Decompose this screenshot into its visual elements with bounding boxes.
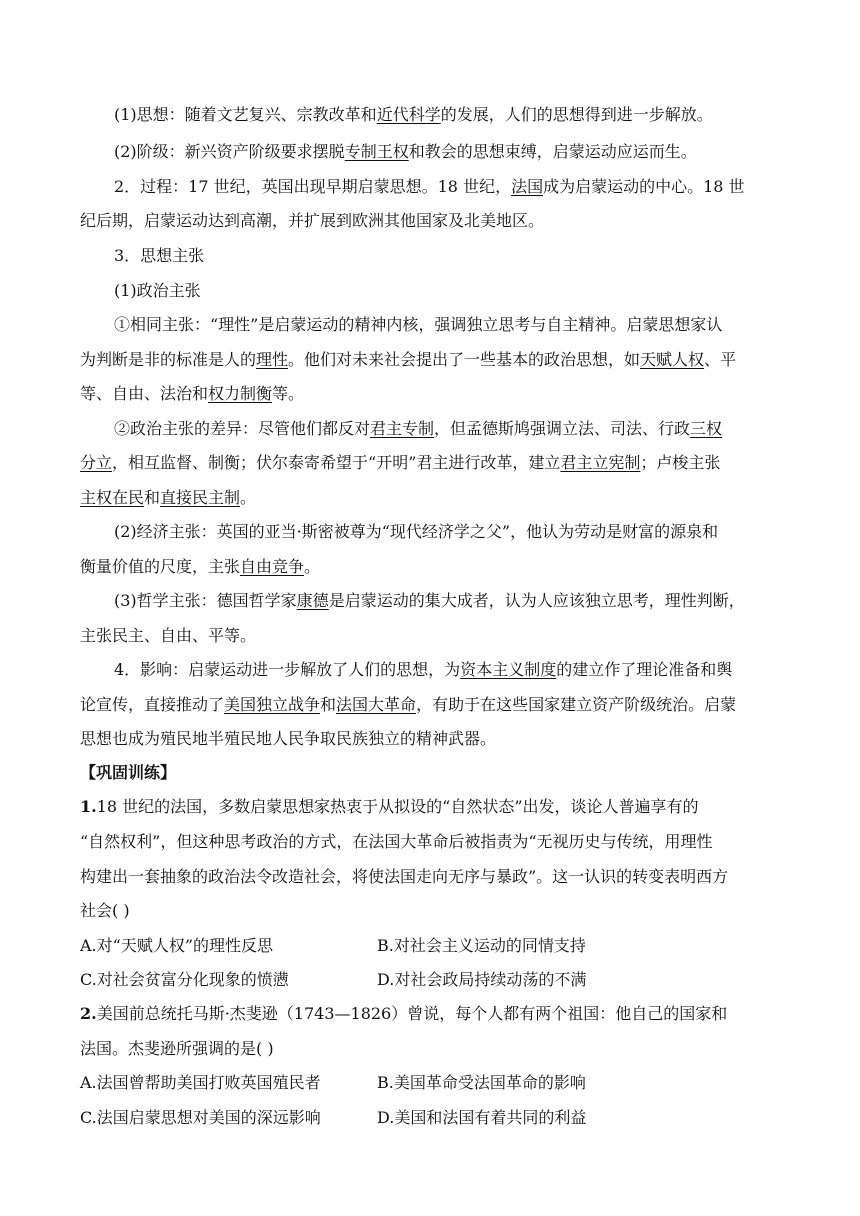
text: 等。	[272, 384, 305, 403]
underlined-term: 三权	[690, 419, 723, 438]
underlined-term: 法国大革命	[336, 695, 417, 714]
practice-heading: 【巩固训练】	[80, 763, 177, 782]
diff-line-2	[80, 452, 720, 474]
text: ，相互监督、制衡；伏尔泰寄希望于“开明”君主进行改革，建立	[112, 453, 561, 472]
text: 。	[240, 488, 257, 507]
q1-line-3: 构建出一套抽象的政治法令改造社会，将使法国走向无序与暴政”。这一认识的转变表明西方	[80, 867, 729, 886]
q1-line-1	[80, 796, 699, 818]
text: 、平	[704, 350, 737, 369]
underlined-term: 自由竞争	[240, 557, 305, 576]
text: ，有助于在这些国家建立资产阶级统治。启蒙	[416, 695, 737, 714]
underlined-term: 资本主义制度	[460, 660, 557, 679]
underlined-term: 理性	[256, 350, 289, 369]
underlined-term: 美国独立战争	[224, 695, 321, 714]
label: (1)思想：	[114, 105, 185, 124]
text: 和	[144, 488, 161, 507]
text: ②政治主张的差异：尽管他们都反对	[114, 419, 371, 438]
influence-line-2	[80, 694, 736, 716]
q2-option-b: B.美国革命受法国革命的影响	[377, 1073, 586, 1092]
common-line-3	[80, 383, 304, 405]
underlined-term: 分立	[80, 453, 113, 472]
q2-line-1	[80, 1003, 727, 1025]
underlined-term: 直接民主制	[160, 488, 241, 507]
q1-option-d: D.对社会政局持续动荡的不满	[377, 970, 587, 989]
underlined-term: 康德	[296, 591, 329, 610]
q1-option-b: B.对社会主义运动的同情支持	[377, 936, 586, 955]
q1-line-4: 社会( )	[80, 901, 130, 920]
text: 。他们对未来社会提出了一些基本的政治思想，如	[288, 350, 641, 369]
philosophy-line-2: 主张民主、自由、平等。	[80, 626, 257, 645]
text: 新兴资产阶级要求摆脱	[184, 142, 345, 161]
label: (2)阶级：	[114, 142, 185, 161]
philosophy-line-1	[114, 590, 745, 612]
q1-line-2: “自然权利”，但这种思考政治的方式，在法国大革命后被指责为“无视历史与传统，用理性	[80, 832, 713, 851]
text: ，但孟德斯鸠强调立法、司法、行政	[434, 419, 691, 438]
common-line-1: ①相同主张：“理性”是启蒙运动的精神内核，强调独立思考与自主精神。启蒙思想家认	[114, 315, 723, 334]
text: 。	[304, 557, 321, 576]
cause-class	[114, 141, 697, 163]
text: 论宣传，直接推动了	[80, 695, 225, 714]
underlined-term: 权力制衡	[208, 384, 273, 403]
political-heading: (1)政治主张	[114, 281, 201, 300]
diff-line-3	[80, 487, 256, 509]
text: ；卢梭主张	[640, 453, 721, 472]
underlined-term: 法国	[511, 177, 544, 196]
economic-line-1: (2)经济主张：英国的亚当·斯密被尊为“现代经济学之父”，他认为劳动是财富的源泉和	[114, 522, 719, 541]
text: 是启蒙运动的集大成者，认为人应该独立思考，理性判断，	[328, 591, 745, 610]
ideas-heading: 3．思想主张	[114, 246, 205, 265]
q1-option-a: A.对“天赋人权”的理性反思	[80, 936, 274, 955]
q2-option-a: A.法国曾帮助美国打败英国殖民者	[80, 1073, 321, 1092]
underlined-term: 主权在民	[80, 488, 145, 507]
q1-option-c: C.对社会贫富分化现象的愤懑	[80, 970, 289, 989]
text: 美国前总统托马斯·杰斐逊（1743—1826）曾说，每个人都有两个祖国：他自己的国家和	[96, 1004, 728, 1023]
economic-line-2	[80, 556, 320, 578]
common-line-2	[80, 349, 736, 371]
question-number: 2.	[80, 1004, 97, 1023]
text: (3)哲学主张：德国哲学家	[114, 591, 297, 610]
q2-option-d: D.美国和法国有着共同的利益	[377, 1108, 587, 1127]
text: 4．影响：启蒙运动进一步解放了人们的思想，为	[114, 660, 461, 679]
influence-line-1	[114, 659, 732, 681]
text: 2．过程：17 世纪，英国出现早期启蒙思想。18 世纪，	[114, 177, 512, 196]
influence-line-3: 思想也成为殖民地半殖民地人民争取民族独立的精神武器。	[80, 729, 497, 748]
underlined-term: 君主立宪制	[560, 453, 641, 472]
question-number: 1.	[80, 797, 97, 816]
cause-thought	[114, 104, 713, 126]
text: 等、自由、法治和	[80, 384, 209, 403]
text: 随着文艺复兴、宗教改革和	[184, 105, 377, 124]
text: 和	[320, 695, 337, 714]
underlined-term: 近代科学	[376, 105, 441, 124]
q2-option-c: C.法国启蒙思想对美国的深远影响	[80, 1108, 321, 1127]
text: 为判断是非的标准是人的	[80, 350, 257, 369]
text: 和教会的思想束缚，启蒙运动应运而生。	[408, 142, 697, 161]
process-line-1	[114, 176, 745, 198]
text: 18 世纪的法国，多数启蒙思想家热衷于从拟设的“自然状态”出发，谈论人普遍享有的	[96, 797, 699, 816]
underlined-term: 专制王权	[344, 142, 409, 161]
text: 成为启蒙运动的中心。18 世	[543, 177, 745, 196]
text: 的建立作了理论准备和舆	[556, 660, 733, 679]
process-line-2: 纪后期，启蒙运动达到高潮，并扩展到欧洲其他国家及北美地区。	[80, 211, 545, 230]
underlined-term: 天赋人权	[640, 350, 705, 369]
q2-line-2: 法国。杰斐逊所强调的是( )	[80, 1039, 274, 1058]
text: 衡量价值的尺度，主张	[80, 557, 241, 576]
underlined-term: 君主专制	[370, 419, 435, 438]
text: 的发展，人们的思想得到进一步解放。	[440, 105, 713, 124]
diff-line-1	[114, 418, 722, 440]
